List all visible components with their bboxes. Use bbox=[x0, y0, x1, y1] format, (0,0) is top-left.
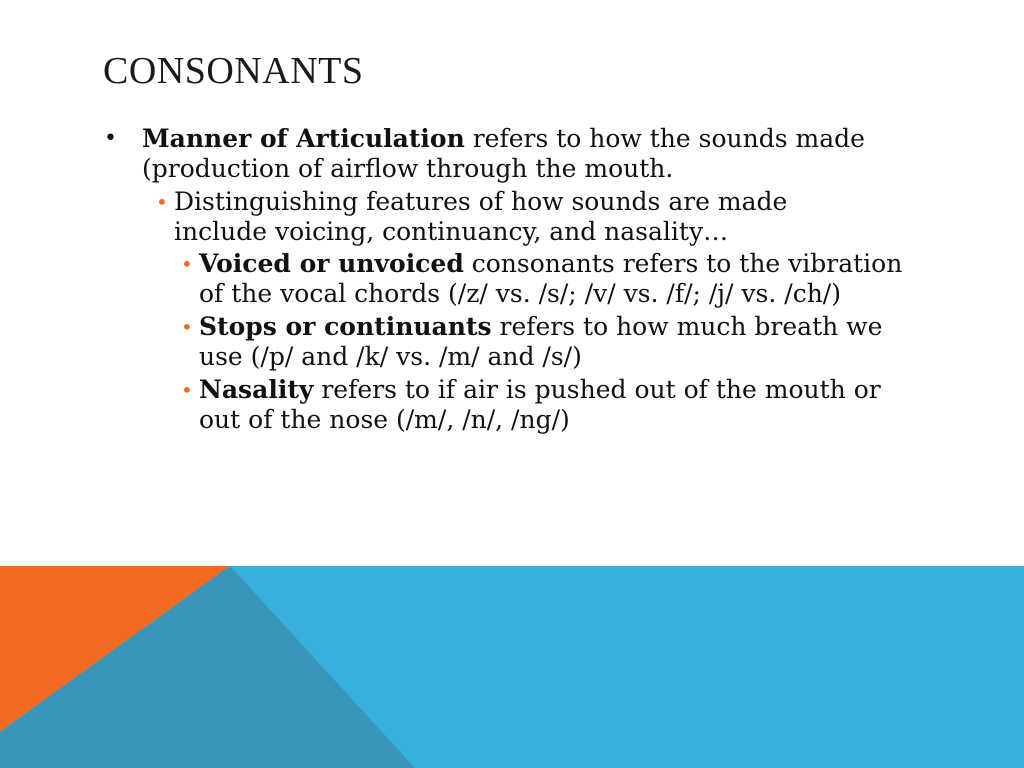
bullet-icon: • bbox=[104, 126, 117, 151]
footer-dark-blue-triangle bbox=[0, 566, 415, 768]
bullet-icon: • bbox=[181, 378, 193, 402]
bullet-text: refers to how much breath we use (/p/ and /k/ vs. /m/ and /s/) bbox=[199, 312, 883, 371]
bullet-icon: • bbox=[156, 190, 168, 214]
footer-blue-band bbox=[0, 566, 1024, 768]
bullet-icon: • bbox=[181, 315, 193, 339]
bullet-term: Manner of Articulation bbox=[142, 124, 465, 153]
footer-orange-triangle bbox=[0, 566, 230, 732]
slide-title: CONSONANTS bbox=[103, 50, 364, 92]
bullet-text: Distinguishing features of how sounds are made include voicing, continuancy, and nasality… bbox=[174, 187, 788, 246]
bullet-text: refers to if air is pushed out of the mouth or out of the nose (/m/, /n/, /ng/) bbox=[199, 375, 881, 434]
bullet-term: Stops or continuants bbox=[199, 312, 492, 341]
bullet-list bbox=[0, 124, 1024, 435]
bullet-item-distinguishing-features bbox=[0, 187, 1024, 247]
bullet-icon: • bbox=[181, 252, 193, 276]
bullet-term: Voiced or unvoiced bbox=[199, 249, 464, 278]
bullet-text: refers to how the sounds made (production of airflow through the mouth. bbox=[142, 124, 865, 183]
bullet-text: consonants refers to the vibration of the vocal chords (/z/ vs. /s/; /v/ vs. /f/; /j/ vs. /ch/) bbox=[199, 249, 903, 308]
bullet-term: Nasality bbox=[199, 375, 314, 404]
bullet-item-stops-continuants bbox=[0, 312, 1024, 372]
bullet-item-manner-of-articulation bbox=[0, 124, 1024, 184]
bullet-item-nasality bbox=[0, 375, 1024, 435]
bullet-item-voiced-unvoiced bbox=[0, 249, 1024, 309]
